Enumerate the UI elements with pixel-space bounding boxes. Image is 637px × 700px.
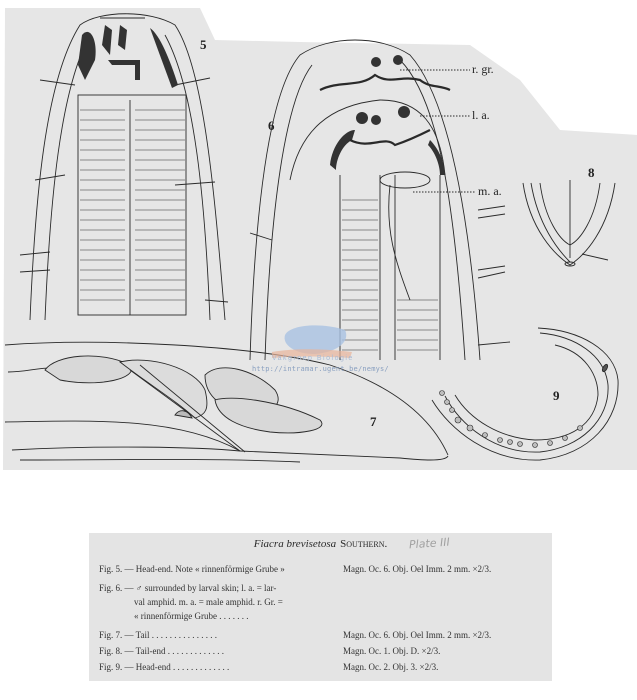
caption-fig-text-line3: « rinnenförmige Grube . . . . . . .: [134, 611, 249, 621]
label-l-a: l. a.: [472, 108, 490, 122]
watermark-text: Vakgroep Biologie: [272, 355, 354, 362]
species-name: Fiacra brevisetosa: [253, 538, 337, 550]
caption-fig-text: Fig. 7. — Tail . . . . . . . . . . . . . . .: [99, 630, 217, 640]
caption-fig-text-line1: Fig. 6. — ♂ surrounded by larval skin; l. a. = lar-: [99, 583, 277, 593]
handwritten-plate-note: Plate III: [408, 535, 451, 552]
label-r-gr: r. gr.: [472, 62, 494, 76]
caption-magnification: Magn. Oc. 1. Obj. D. ×2/3.: [343, 646, 441, 656]
caption-fig-text: Fig. 9. — Head-end . . . . . . . . . . . . .: [99, 662, 230, 672]
caption-magnification: Magn. Oc. 6. Obj. Oel Imm. 2 mm. ×2/3.: [343, 564, 492, 574]
figure-number-8: 8: [588, 165, 595, 180]
caption-magnification: Magn. Oc. 6. Obj. Oel Imm. 2 mm. ×2/3.: [343, 630, 492, 640]
caption-fig-text: Fig. 8. — Tail-end . . . . . . . . . . . . .: [99, 646, 224, 656]
species-author: Southern.: [340, 538, 388, 550]
figure-number-6: 6: [268, 118, 275, 133]
figure-number-5: 5: [200, 37, 207, 52]
caption-title: [89, 535, 552, 552]
figure-caption-box: [89, 533, 552, 681]
label-m-a: m. a.: [478, 184, 502, 198]
watermark-url: http://intramar.ugent.be/nemys/: [252, 365, 389, 373]
figure-number-7: 7: [370, 414, 377, 429]
caption-magnification: Magn. Oc. 2. Obj. 3. ×2/3.: [343, 662, 439, 672]
caption-fig-text: Fig. 5. — Head-end. Note « rinnenförmige Grube »: [99, 564, 285, 574]
caption-fig-text-line2: val amphid. m. a. = male amphid. r. Gr. =: [134, 597, 283, 607]
figure-number-9: 9: [553, 388, 560, 403]
